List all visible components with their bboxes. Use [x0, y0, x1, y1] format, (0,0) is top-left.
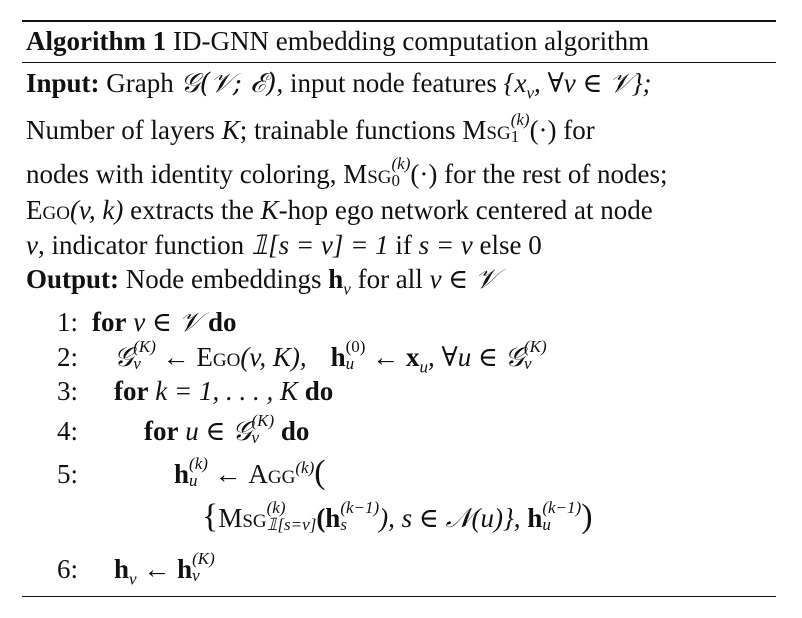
sub: u [419, 357, 428, 377]
step-1 [26, 305, 236, 339]
input-text: (·) for [529, 115, 595, 145]
top-rule [22, 20, 776, 22]
sup: (k) [295, 458, 315, 477]
input-line-2 [26, 109, 595, 147]
keyword-do: do [207, 307, 237, 337]
output-set: v ∈ 𝒱 [429, 264, 498, 294]
set-expression: ), s ∈ 𝒩(u)}, [379, 503, 528, 533]
graph-symbol: 𝒢(𝒱; ℰ) [180, 68, 277, 99]
ego-args: (v, K), [240, 342, 307, 372]
input-line-3 [26, 153, 668, 191]
sup: (K) [133, 336, 156, 356]
algorithm-caption [26, 24, 649, 58]
line-number: 2: [56, 342, 78, 372]
input-line-1 [26, 66, 652, 101]
input-text: else 0 [472, 230, 542, 260]
bottom-rule [22, 596, 776, 597]
input-text: -hop ego network centered at node [278, 195, 653, 225]
K-symbol: K [221, 115, 240, 145]
sup: (k) [266, 497, 286, 517]
step-body: v ∈ 𝒱 [126, 307, 208, 337]
indicator-expression: 𝟙[s = v] = 1 [250, 230, 389, 260]
step-5 [26, 453, 326, 491]
h-arg: (h [316, 503, 341, 533]
agg-function: Agg [248, 459, 296, 489]
x-symbol: x [405, 342, 420, 372]
ego-function: Ego [26, 195, 70, 225]
step-3 [26, 374, 333, 408]
sub: u [345, 353, 355, 373]
sub: u [189, 470, 198, 490]
msg-function: Msg [218, 503, 267, 533]
step-body: k = 1, . . . , K [148, 376, 305, 406]
step-5-continuation [202, 497, 593, 535]
assign-arrow: ← [136, 554, 178, 584]
input-text: Graph [106, 68, 181, 98]
msg-sub: 1 [510, 126, 520, 146]
output-label: Output: [26, 264, 120, 294]
msg-sup: (k) [510, 109, 530, 129]
line-number: 1: [56, 307, 78, 337]
ego-args: (v, k) [69, 195, 124, 225]
features-tail: , ∀v ∈ 𝒱}; [533, 68, 652, 98]
output-text: Node embeddings [125, 264, 329, 294]
caption-rule [22, 62, 776, 63]
sub: v [133, 353, 141, 373]
h-symbol: h [174, 459, 190, 489]
h-sub: v [343, 279, 351, 299]
msg-function: Msg [343, 159, 392, 189]
line-number: 3: [56, 376, 78, 406]
sub: u [542, 514, 551, 534]
assign-arrow: ← [207, 459, 249, 489]
open-paren: ( [314, 454, 326, 491]
h-symbol: h [527, 503, 543, 533]
keyword-for: for [114, 376, 149, 406]
h-symbol: h [177, 554, 193, 584]
keyword-for: for [144, 416, 179, 446]
sup: (k−1) [340, 497, 380, 517]
output-text: for all [350, 264, 430, 294]
sub: 𝟙[s=v] [266, 514, 317, 534]
keyword-do: do [274, 416, 310, 446]
step-6 [26, 548, 215, 589]
input-label: Input: [26, 68, 100, 98]
input-text: Number of layers [26, 115, 222, 145]
close-paren: ) [581, 498, 593, 535]
assign-arrow: ← [155, 342, 197, 372]
assign-arrow: ← [365, 342, 406, 372]
input-text: , indicator function [37, 230, 251, 260]
h-symbol: h [330, 342, 346, 372]
sub: v [251, 427, 259, 447]
step-body: u ∈ 𝒢 [178, 416, 252, 446]
step-2 [26, 336, 547, 377]
line-number: 6: [56, 554, 78, 584]
features-sub: v [526, 83, 534, 103]
sup: (0) [345, 336, 366, 356]
msg-function: Msg [462, 115, 511, 145]
sub: v [523, 353, 532, 373]
msg-sub: 0 [391, 170, 401, 190]
output-line [26, 262, 498, 299]
input-text: if [388, 230, 419, 260]
keyword-for: for [92, 307, 127, 337]
sub: v [129, 569, 137, 589]
line-number: 4: [56, 416, 78, 446]
step-4 [26, 410, 310, 448]
keyword-do: do [304, 376, 334, 406]
sup: (K) [251, 410, 275, 430]
input-line-5 [26, 228, 542, 262]
line-number: 5: [56, 459, 78, 489]
ego-function: Ego [196, 342, 241, 372]
sub: v [192, 565, 200, 585]
step-tail: , ∀u ∈ 𝒢 [427, 342, 524, 372]
open-brace: { [202, 498, 219, 535]
v-symbol: v [26, 230, 38, 260]
h-symbol: h [328, 264, 344, 294]
h-symbol: h [114, 554, 130, 584]
msg-sup: (k) [391, 153, 411, 173]
sup: (K) [523, 336, 547, 356]
K-symbol: K [260, 195, 279, 225]
input-text: , input node features [276, 68, 504, 98]
input-text: ; trainable functions [239, 115, 463, 145]
sup: (k−1) [542, 497, 582, 517]
algorithm-label: Algorithm 1 [26, 26, 167, 56]
sup: (k) [189, 453, 208, 473]
input-text: nodes with identity coloring, [26, 159, 344, 189]
sup: (K) [192, 548, 215, 568]
condition-expression: s = v [418, 230, 473, 260]
input-line-4 [26, 193, 653, 227]
ego-graph-symbol: 𝒢 [114, 342, 134, 373]
input-text: extracts the [123, 195, 261, 225]
algorithm-title: ID-GNN embedding computation algorithm [172, 26, 650, 56]
sub: s [340, 514, 347, 534]
input-text: (·) for the rest of nodes; [410, 159, 668, 189]
features-symbol: {x [503, 68, 527, 98]
